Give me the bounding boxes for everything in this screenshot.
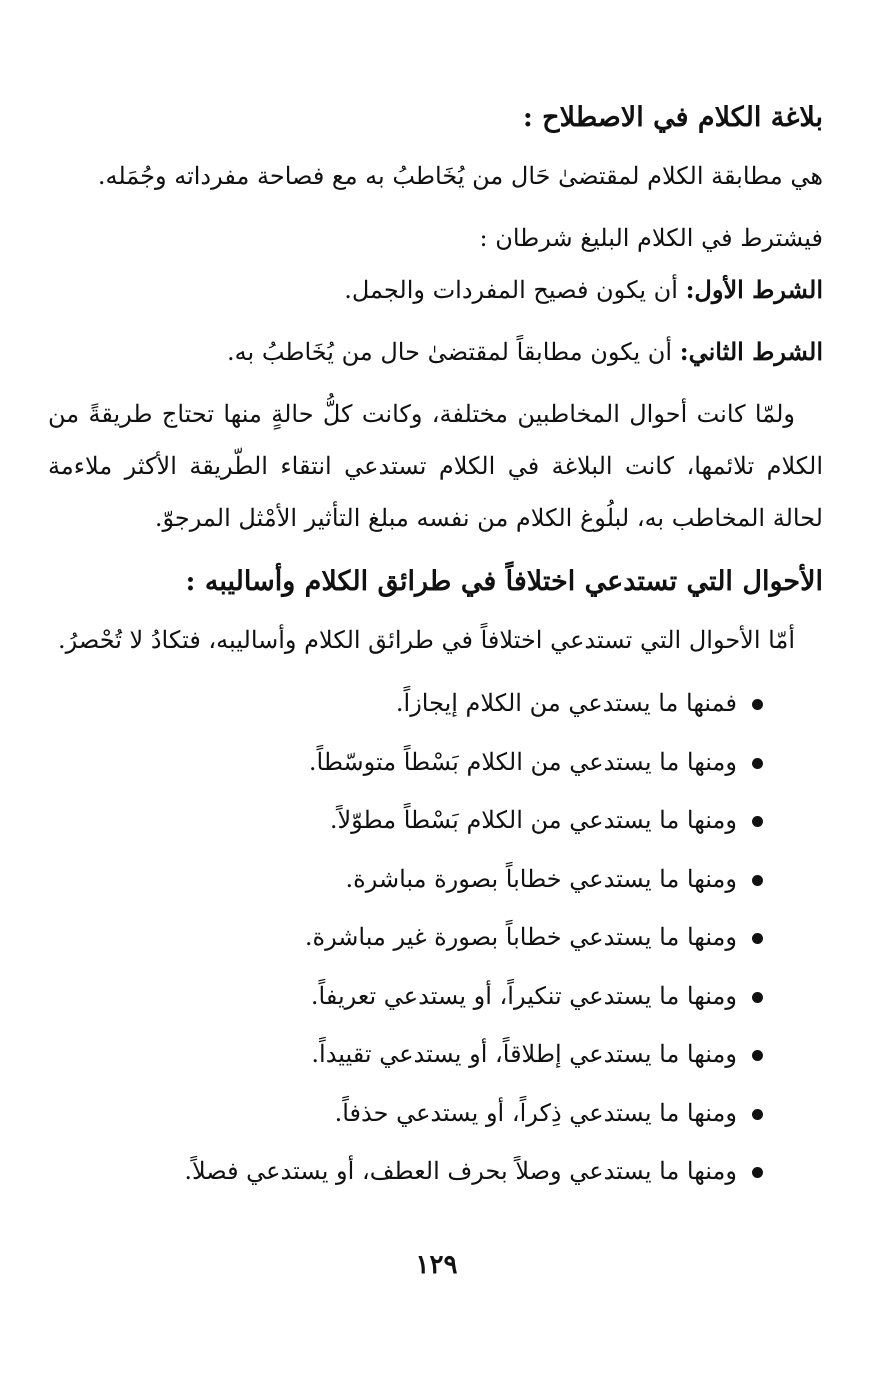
bullet-icon [752,1109,763,1120]
bullet-icon [752,1050,763,1061]
spacer [48,202,823,212]
list-item [48,908,763,967]
bullet-icon [752,992,763,1003]
bullet-icon [752,1167,763,1178]
spacer [48,378,823,388]
bullet-icon [752,875,763,886]
list-item-text: ومنها ما يستدعي وصلاً بحرف العطف، أو يستدعي فصلاً. [184,1157,737,1185]
list-item-text: ومنها ما يستدعي من الكلام بَسْطاً مطوّلاً. [329,806,737,834]
list-item [48,791,763,850]
list-item [48,967,763,1026]
conditions-intro: فيشترط في الكلام البليغ شرطان : [479,224,823,252]
list-item-text: ومنها ما يستدعي خطاباً بصورة مباشرة. [345,864,737,893]
situations-intro-paragraph: أمّا الأحوال التي تستدعي اختلافاً في طرائق الكلام وأساليبه، فتكادُ لا تُحْصرُ. [58,626,795,654]
spacer [48,316,823,326]
condition-first [48,264,823,316]
list-item [48,1142,763,1201]
list-item [48,674,763,733]
bullet-icon [752,758,763,769]
condition-first-label: الشرط الأول: [685,275,823,304]
list-item [48,850,763,909]
list-item-text: ومنها ما يستدعي ذِكراً، أو يستدعي حذفاً. [334,1098,737,1127]
condition-second [48,326,823,378]
explanation-paragraph: ولمّا كانت أحوال المخاطبين مختلفة، وكانت كلُّ حالةٍ منها تحتاج طريقةً من الكلام تلائمها، كانت البلاغة في الكلام تستدعي انتقاء الطّريقة الأكثر ملاءمة لحالة المخاطب به، لبلُوغ الكلام من نفسه مبلغ التأثير الأمْثل المرجوّ. [48,400,823,532]
page-content [48,98,823,1201]
list-item-text: ومنها ما يستدعي تنكيراً، أو يستدعي تعريفاً. [310,981,737,1010]
bullet-icon [752,816,763,827]
spacer [48,544,823,562]
section-heading-situations: الأحوال التي تستدعي اختلافاً في طرائق الكلام وأساليبه : [185,566,823,597]
list-item [48,733,763,792]
page-number: ١٢٩ [415,1250,458,1280]
list-item [48,1025,763,1084]
situations-list [48,674,823,1201]
list-item [48,1084,763,1143]
condition-second-text: أن يكون مطابقاً لمقتضىٰ حال من يُخَاطبُ به. [227,338,673,366]
bullet-icon [752,699,763,710]
condition-second-label: الشرط الثاني: [679,337,823,366]
list-item-text: ومنها ما يستدعي خطاباً بصورة غير مباشرة. [304,923,737,951]
condition-first-text: أن يكون فصيح المفردات والجمل. [344,276,678,304]
section-heading-rhetoric-definition: بلاغة الكلام في الاصطلاح : [522,102,823,133]
list-item-text: ومنها ما يستدعي من الكلام بَسْطاً متوسّطاً. [308,747,737,776]
list-item-text: فمنها ما يستدعي من الكلام إيجازاً. [395,689,737,717]
list-item-text: ومنها ما يستدعي إطلاقاً، أو يستدعي تقييداً. [311,1040,737,1068]
definition-paragraph: هي مطابقة الكلام لمقتضىٰ حَال من يُخَاطبُ به مع فصاحة مفرداته وجُمَله. [97,162,823,190]
bullet-icon [752,933,763,944]
